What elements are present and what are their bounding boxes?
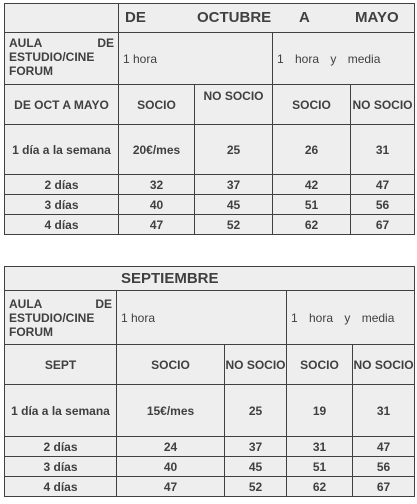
row-label: 4 días bbox=[5, 215, 119, 235]
price-cell: 24 bbox=[117, 437, 225, 457]
table-row bbox=[5, 385, 415, 437]
price-cell: 47 bbox=[351, 175, 415, 195]
price-cell: 62 bbox=[273, 215, 351, 235]
row-label: 1 día a la semana bbox=[5, 125, 119, 175]
price-cell: 32 bbox=[119, 175, 195, 195]
price-cell: 26 bbox=[273, 125, 351, 175]
price-cell: 56 bbox=[351, 195, 415, 215]
price-cell: 47 bbox=[119, 215, 195, 235]
title-word-mayo: MAYO bbox=[355, 9, 399, 26]
price-cell: 67 bbox=[353, 477, 415, 497]
row-label: 4 días bbox=[5, 477, 117, 497]
price-cell: 42 bbox=[273, 175, 351, 195]
price-cell: 31 bbox=[287, 437, 353, 457]
price-cell: 45 bbox=[195, 195, 273, 215]
price-cell: 40 bbox=[117, 457, 225, 477]
price-cell: 47 bbox=[117, 477, 225, 497]
price-cell: 52 bbox=[225, 477, 287, 497]
col-header-no-socio: NO SOCIO bbox=[353, 345, 415, 385]
price-cell: 25 bbox=[225, 385, 287, 437]
price-table-oct-may bbox=[4, 3, 415, 235]
price-cell: 51 bbox=[287, 457, 353, 477]
row-label: 2 días bbox=[5, 175, 119, 195]
plan-1-hora-media: 1 hora y media bbox=[287, 291, 415, 345]
col-header-socio: SOCIO bbox=[117, 345, 225, 385]
price-table-septiembre bbox=[4, 266, 415, 497]
price-cell: 45 bbox=[225, 457, 287, 477]
title-word-octubre: OCTUBRE bbox=[197, 9, 272, 26]
row-label: 1 día a la semana bbox=[5, 385, 117, 437]
price-cell: 62 bbox=[287, 477, 353, 497]
table-row bbox=[5, 457, 415, 477]
plan-1-hora: 1 hora bbox=[117, 291, 287, 345]
table-title-text: SEPTIEMBRE bbox=[121, 269, 219, 287]
price-cell: 37 bbox=[195, 175, 273, 195]
title-word-de: DE bbox=[125, 9, 146, 26]
price-cell: 15€/mes bbox=[117, 385, 225, 437]
price-cell: 37 bbox=[225, 437, 287, 457]
col-header-no-socio: NO SOCIO bbox=[225, 345, 287, 385]
price-cell: 56 bbox=[353, 457, 415, 477]
table-row bbox=[5, 477, 415, 497]
price-cell: 31 bbox=[353, 385, 415, 437]
table-row bbox=[5, 195, 415, 215]
col-header-no-socio: NO SOCIO bbox=[195, 85, 273, 125]
title-word-a: A bbox=[299, 9, 310, 26]
table-row bbox=[5, 437, 415, 457]
period-label: DE OCT A MAYO bbox=[5, 85, 119, 125]
aula-label: AULA DE ESTUDIO/CINE FORUM bbox=[5, 33, 119, 85]
price-cell: 40 bbox=[119, 195, 195, 215]
price-cell: 67 bbox=[351, 215, 415, 235]
price-cell: 52 bbox=[195, 215, 273, 235]
price-cell: 20€/mes bbox=[119, 125, 195, 175]
price-cell: 25 bbox=[195, 125, 273, 175]
table-row bbox=[5, 175, 415, 195]
price-cell: 19 bbox=[287, 385, 353, 437]
price-cell: 47 bbox=[353, 437, 415, 457]
table-title-row bbox=[5, 4, 119, 33]
row-label: 2 días bbox=[5, 437, 117, 457]
row-label: 3 días bbox=[5, 195, 119, 215]
table-title bbox=[5, 267, 415, 291]
col-header-socio: SOCIO bbox=[287, 345, 353, 385]
price-cell: 51 bbox=[273, 195, 351, 215]
col-header-socio: SOCIO bbox=[273, 85, 351, 125]
plan-1-hora-media: 1 hora y media bbox=[273, 33, 415, 85]
aula-label: AULA DE ESTUDIO/CINE FORUM bbox=[5, 291, 117, 345]
table-row bbox=[5, 125, 415, 175]
col-header-socio: SOCIO bbox=[119, 85, 195, 125]
plan-1-hora: 1 hora bbox=[119, 33, 273, 85]
table-title bbox=[119, 4, 415, 33]
row-label: 3 días bbox=[5, 457, 117, 477]
price-cell: 31 bbox=[351, 125, 415, 175]
table-row bbox=[5, 215, 415, 235]
col-header-no-socio: NO SOCIO bbox=[351, 85, 415, 125]
period-label: SEPT bbox=[5, 345, 117, 385]
